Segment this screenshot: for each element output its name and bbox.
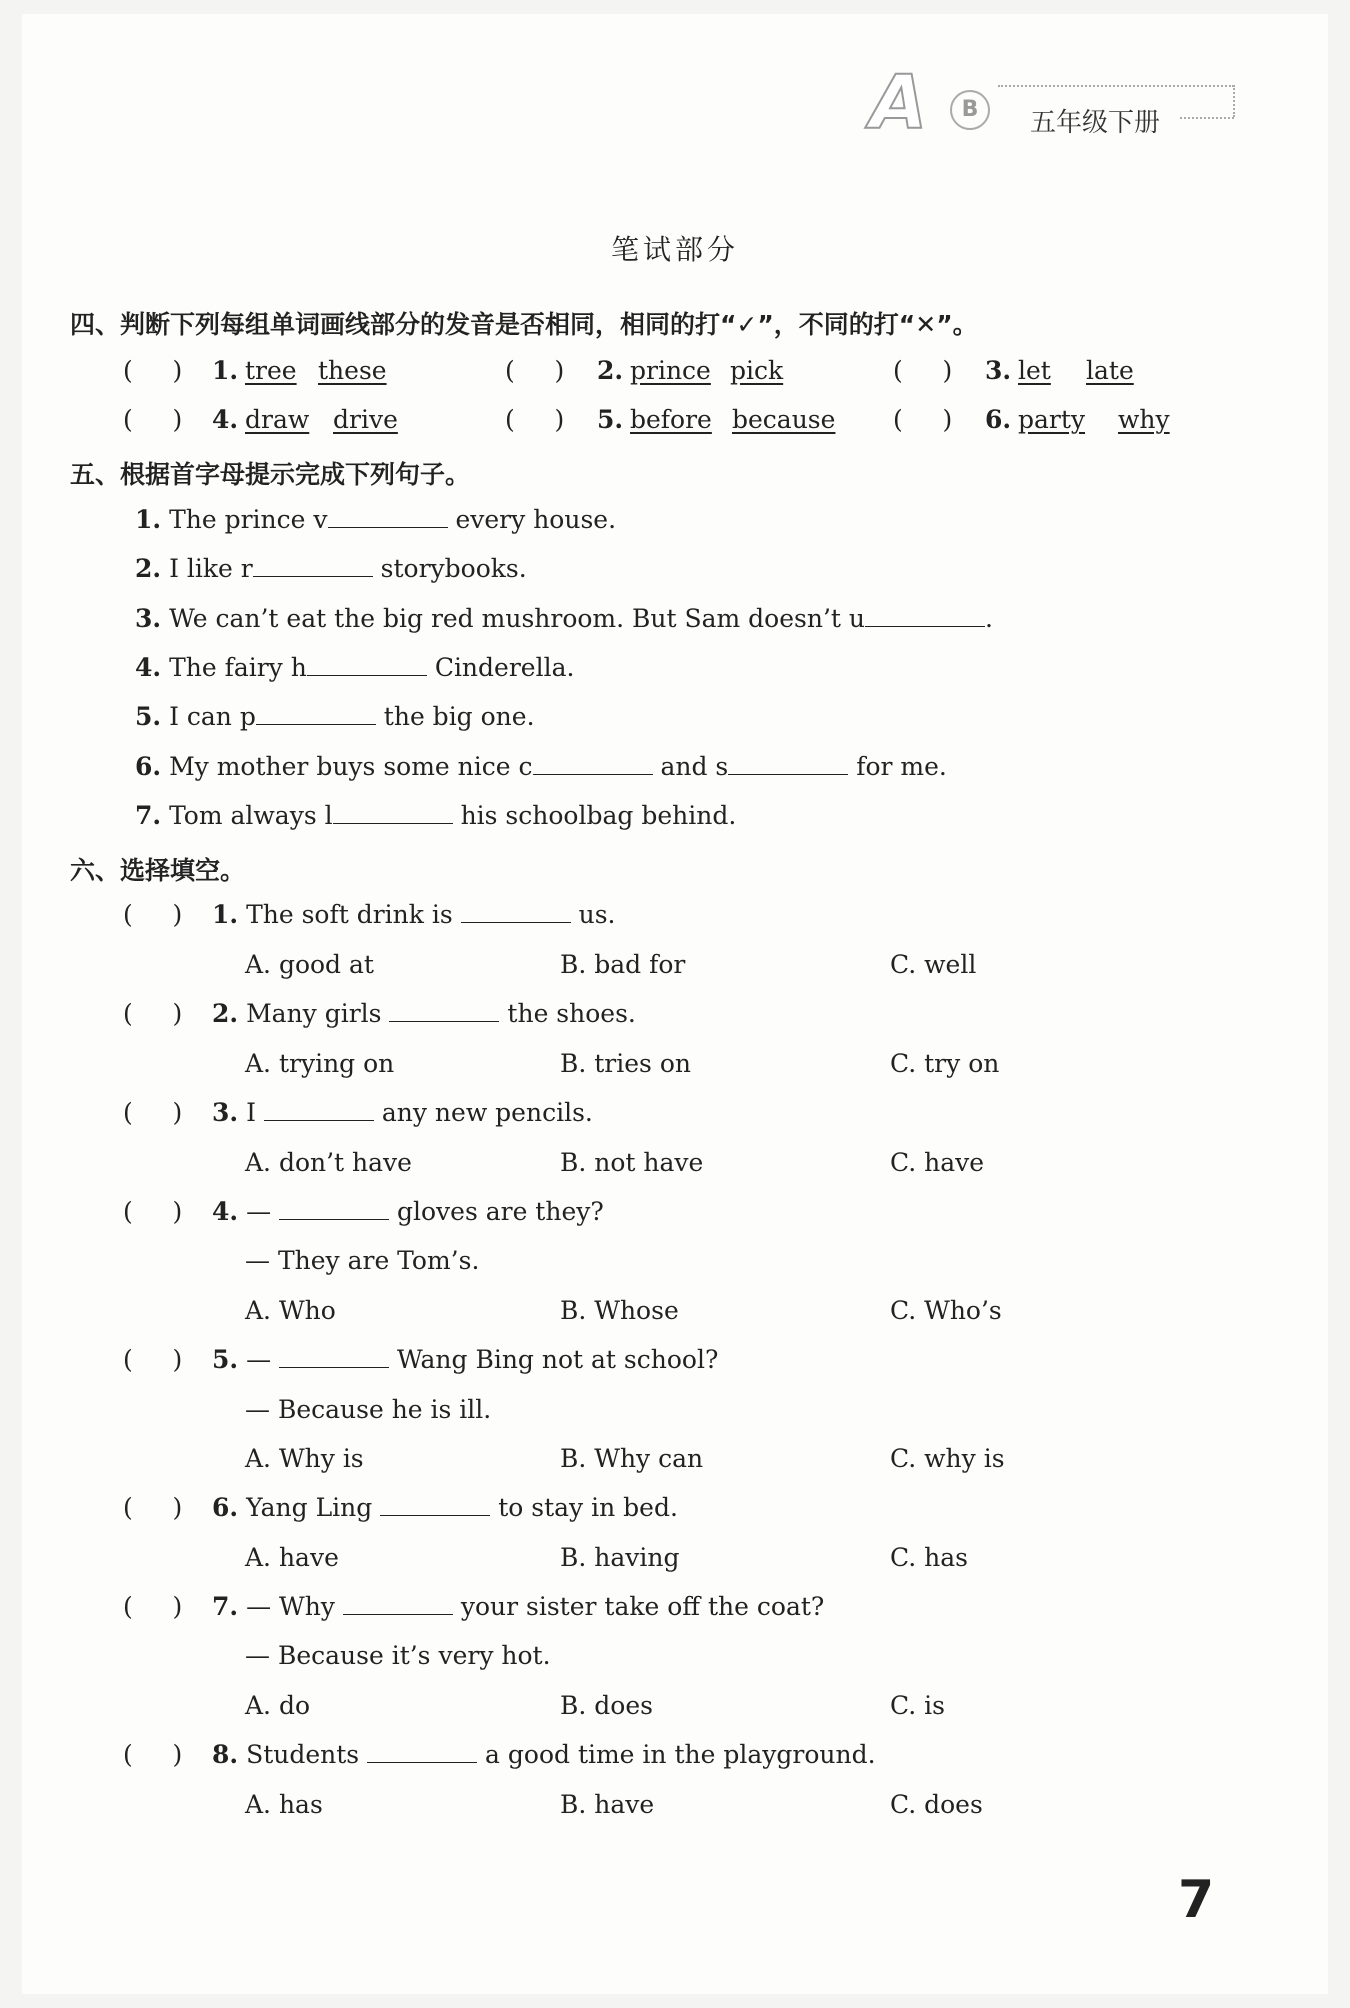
section-6-question-7: 7. — Why your sister take off the coat? — [212, 1592, 825, 1621]
option-b[interactable]: B. bad for — [560, 950, 686, 979]
page-header — [870, 60, 1240, 146]
answer-paren[interactable]: ( ) — [893, 356, 953, 385]
answer-blank[interactable] — [256, 703, 376, 725]
option-b[interactable]: B. having — [560, 1543, 680, 1572]
option-c[interactable]: C. try on — [890, 1049, 1000, 1078]
header-dots — [1180, 117, 1234, 119]
option-a[interactable]: A. don’t have — [245, 1148, 412, 1177]
section-6-question-2: 2. Many girls the shoes. — [212, 999, 636, 1028]
option-a[interactable]: A. Why is — [245, 1444, 364, 1473]
answer-blank[interactable] — [279, 1346, 389, 1368]
option-c[interactable]: C. does — [890, 1790, 983, 1819]
header-divider — [998, 85, 1234, 87]
answer-paren[interactable]: ( ) — [123, 1740, 183, 1769]
answer-paren[interactable]: ( ) — [123, 1098, 183, 1127]
answer-blank[interactable] — [389, 1000, 499, 1022]
answer-paren[interactable]: ( ) — [893, 405, 953, 434]
logo-letter-a: A — [870, 60, 928, 146]
page-title: 笔试部分 — [610, 233, 739, 266]
option-a[interactable]: A. good at — [245, 950, 374, 979]
dialogue-reply: — Because he is ill. — [245, 1395, 492, 1424]
answer-paren[interactable]: ( ) — [123, 1592, 183, 1621]
option-b[interactable]: B. not have — [560, 1148, 704, 1177]
page-number: 7 — [1178, 1870, 1215, 1930]
answer-blank[interactable] — [461, 901, 571, 923]
word-2: because — [732, 405, 836, 434]
answer-paren[interactable]: ( ) — [123, 405, 183, 434]
option-b[interactable]: B. tries on — [560, 1049, 691, 1078]
answer-blank[interactable] — [307, 654, 427, 676]
answer-blank[interactable] — [728, 753, 848, 775]
grade-label: 五年级下册 — [1030, 108, 1161, 138]
word-2: these — [318, 356, 387, 385]
option-c[interactable]: C. why is — [890, 1444, 1005, 1473]
section-5-heading: 五、根据首字母提示完成下列句子。 — [70, 460, 471, 489]
option-b[interactable]: B. does — [560, 1691, 653, 1720]
header-divider-vertical — [1233, 85, 1235, 117]
section-6-question-1: 1. The soft drink is us. — [212, 900, 616, 929]
section-4-heading: 四、判断下列每组单词画线部分的发音是否相同，相同的打“✓”，不同的打“✕”。 — [70, 310, 978, 339]
word-1: tree — [245, 356, 297, 385]
section-6-question-4: 4. — gloves are they? — [212, 1197, 604, 1226]
option-b[interactable]: B. have — [560, 1790, 655, 1819]
section-6-question-5: 5. — Wang Bing not at school? — [212, 1345, 719, 1374]
section-5-item-2: 2. I like r storybooks. — [135, 554, 527, 583]
word-2: late — [1086, 356, 1134, 385]
item-number: 1. — [212, 356, 239, 385]
answer-paren[interactable]: ( ) — [123, 356, 183, 385]
item-number: 5. — [597, 405, 624, 434]
item-number: 3. — [985, 356, 1012, 385]
answer-blank[interactable] — [865, 605, 985, 627]
option-c[interactable]: C. well — [890, 950, 977, 979]
answer-blank[interactable] — [279, 1198, 389, 1220]
answer-blank[interactable] — [328, 506, 448, 528]
answer-blank[interactable] — [533, 753, 653, 775]
option-a[interactable]: A. Who — [245, 1296, 336, 1325]
answer-paren[interactable]: ( ) — [123, 1493, 183, 1522]
section-5-item-1: 1. The prince v every house. — [135, 505, 617, 534]
answer-paren[interactable]: ( ) — [123, 1197, 183, 1226]
dialogue-reply: — They are Tom’s. — [245, 1246, 480, 1275]
word-1: before — [630, 405, 712, 434]
answer-paren[interactable]: ( ) — [123, 1345, 183, 1374]
option-c[interactable]: C. has — [890, 1543, 968, 1572]
answer-paren[interactable]: ( ) — [505, 405, 565, 434]
answer-blank[interactable] — [380, 1494, 490, 1516]
word-2: why — [1118, 405, 1170, 434]
section-6-question-3: 3. I any new pencils. — [212, 1098, 593, 1127]
word-2: drive — [333, 405, 398, 434]
answer-paren[interactable]: ( ) — [123, 900, 183, 929]
answer-paren[interactable]: ( ) — [505, 356, 565, 385]
option-b[interactable]: B. Why can — [560, 1444, 704, 1473]
word-1: prince — [630, 356, 711, 385]
item-number: 4. — [212, 405, 239, 434]
answer-blank[interactable] — [264, 1099, 374, 1121]
answer-blank[interactable] — [343, 1593, 453, 1615]
section-6-question-8: 8. Students a good time in the playground. — [212, 1740, 876, 1769]
section-5-item-7: 7. Tom always l his schoolbag behind. — [135, 801, 737, 830]
section-5-item-4: 4. The fairy h Cinderella. — [135, 653, 575, 682]
option-b[interactable]: B. Whose — [560, 1296, 679, 1325]
option-a[interactable]: A. has — [245, 1790, 323, 1819]
item-number: 2. — [597, 356, 624, 385]
option-c[interactable]: C. Who’s — [890, 1296, 1002, 1325]
answer-blank[interactable] — [333, 802, 453, 824]
option-a[interactable]: A. do — [245, 1691, 311, 1720]
word-1: draw — [245, 405, 310, 434]
option-c[interactable]: C. have — [890, 1148, 985, 1177]
option-c[interactable]: C. is — [890, 1691, 945, 1720]
option-a[interactable]: A. have — [245, 1543, 339, 1572]
section-5-item-5: 5. I can p the big one. — [135, 702, 535, 731]
section-5-item-3: 3. We can’t eat the big red mushroom. But Sam doesn’t u . — [135, 604, 993, 633]
logo-letter-b: B — [950, 90, 990, 130]
word-1: party — [1018, 405, 1086, 434]
section-5-item-6: 6. My mother buys some nice c and s for me. — [135, 752, 947, 781]
option-a[interactable]: A. trying on — [245, 1049, 395, 1078]
section-6-heading: 六、选择填空。 — [70, 856, 246, 885]
item-number: 6. — [985, 405, 1012, 434]
section-6-question-6: 6. Yang Ling to stay in bed. — [212, 1493, 678, 1522]
answer-paren[interactable]: ( ) — [123, 999, 183, 1028]
answer-blank[interactable] — [367, 1741, 477, 1763]
answer-blank[interactable] — [253, 555, 373, 577]
dialogue-reply: — Because it’s very hot. — [245, 1641, 551, 1670]
word-2: pick — [730, 356, 784, 385]
word-1: let — [1018, 356, 1051, 385]
